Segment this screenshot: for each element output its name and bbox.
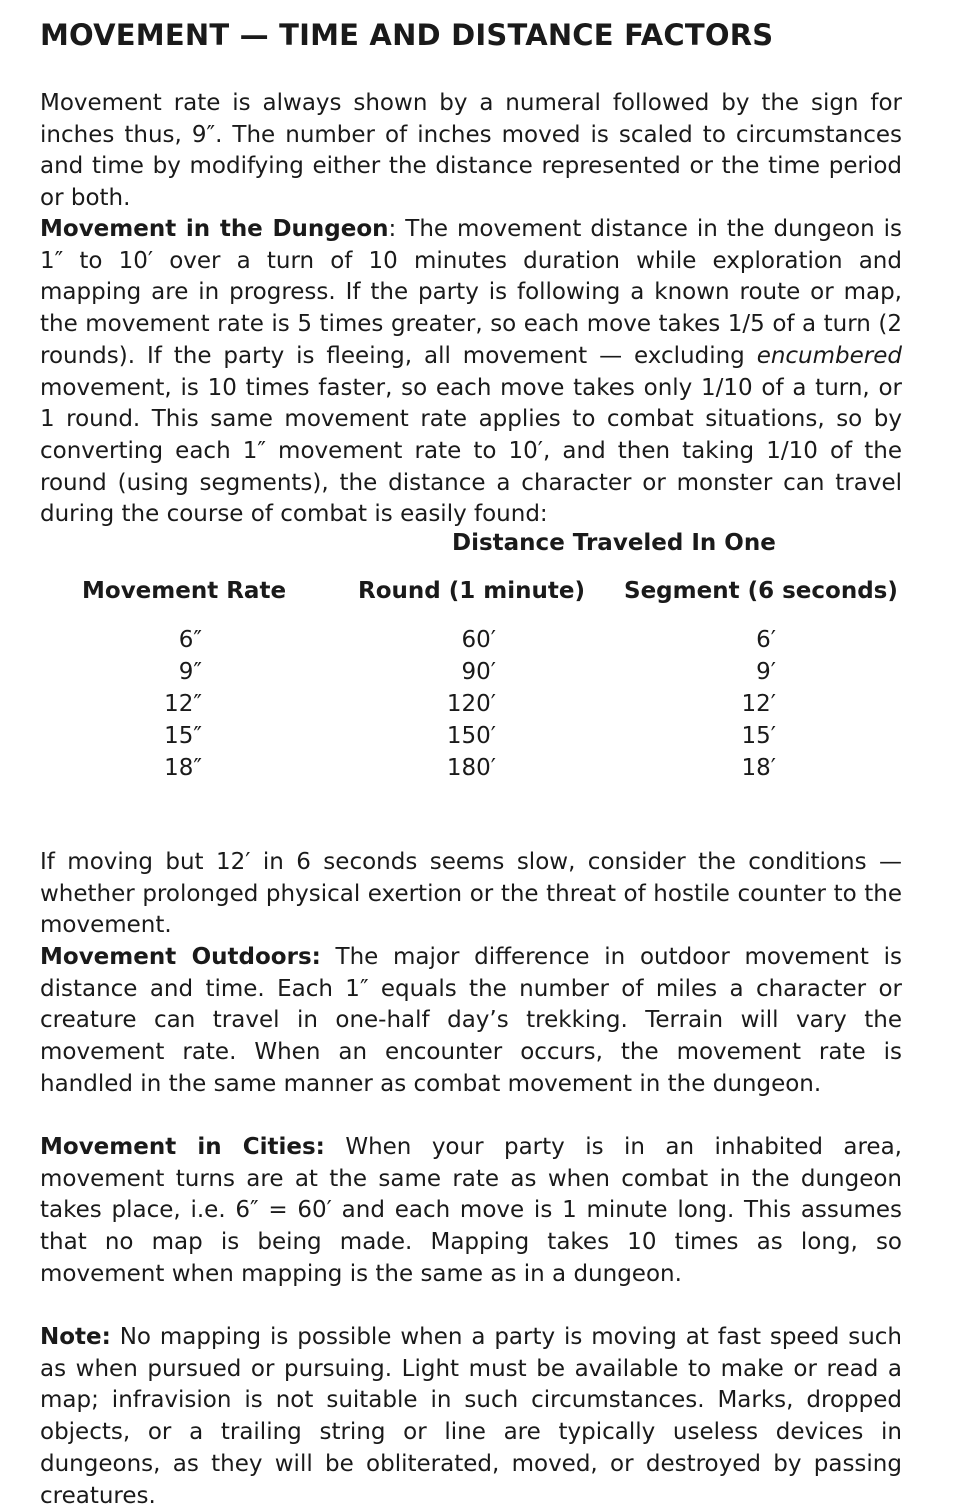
page-title: MOVEMENT — TIME AND DISTANCE FACTORS <box>40 18 774 52</box>
table-row <box>0 624 964 656</box>
table-row <box>0 752 964 784</box>
cities-paragraph <box>40 1132 902 1291</box>
outdoors-paragraph <box>40 942 902 1101</box>
dungeon-text-b: movement, is 10 times faster, so each move takes only 1/10 of a turn, or 1 round. This same movement rate applies to combat situations, so by converting each 1″ movement rate to 10′, and then taking 1/10 of the round (using segments), the distance a character or monster can travel during the course of combat is easily found: <box>40 374 902 528</box>
cell-rate: 12″ <box>164 691 202 717</box>
table-body <box>0 624 964 784</box>
table-row <box>0 656 964 688</box>
cell-rate: 18″ <box>164 755 202 781</box>
cities-text: When your party is in an inhabited area, movement turns are at the same rate as when combat in the dungeon takes place, i.e. 6″ = 60′ and each move is 1 minute long. This assumes that no map is being made. Mapping takes 10 times as long, so movement when mapping is the same as in a dungeon. <box>40 1134 902 1287</box>
cell-round: 90′ <box>461 659 496 685</box>
intro-paragraph: Movement rate is always shown by a numeral followed by the sign for inches thus, 9″. The number of inches moved is scaled to circumstances and time by modifying either the distance represented or the time period or both. <box>40 90 902 212</box>
note-text: No mapping is possible when a party is moving at fast speed such as when pursued or pursuing. Light must be available to make or read a map; infravision is not suitable in such circumstances. Marks, dropped objects, or a trailing string or line are typically useless devices in dungeons, as they will be obliterated, moved, or destroyed by passing creatures. <box>40 1324 902 1509</box>
note-heading: Note: <box>40 1324 111 1350</box>
dungeon-paragraph <box>40 214 902 531</box>
note-paragraph <box>40 1322 902 1512</box>
cities-heading: Movement in Cities: <box>40 1134 325 1160</box>
dungeon-heading: Movement in the Dungeon <box>40 216 389 242</box>
cell-segment: 9′ <box>756 659 776 685</box>
cell-segment: 12′ <box>741 691 776 717</box>
slow-note-paragraph: If moving but 12′ in 6 seconds seems slow, consider the conditions — whether prolonged physical exertion or the threat of hostile counter to the movement. <box>40 849 902 939</box>
header-movement-rate: Movement Rate <box>82 578 287 604</box>
cell-round: 150′ <box>446 723 496 749</box>
outdoors-text: The major difference in outdoor movement is distance and time. Each 1″ equals the number of miles a character or creature can travel in one-half day’s trekking. Terrain will vary the movement rate. When an encounter occurs, the movement rate is handled in the same manner as combat movement in the dungeon. <box>40 944 902 1097</box>
table-caption: Distance Traveled In One <box>452 530 776 556</box>
table-row <box>0 720 964 752</box>
table-row <box>0 688 964 720</box>
header-segment: Segment (6 seconds) <box>624 578 898 604</box>
cell-round: 120′ <box>446 691 496 717</box>
cell-segment: 15′ <box>741 723 776 749</box>
dungeon-text-a: : The movement distance in the dungeon is 1″ to 10′ over a turn of 10 minutes duration while exploration and mapping are in progress. If the party is following a known route or map, the movement rate is 5 times greater, so each move takes 1/5 of a turn (2 rounds). If the party is fleeing, all movement — excluding <box>40 216 902 369</box>
cell-rate: 15″ <box>164 723 202 749</box>
cell-segment: 6′ <box>756 627 776 653</box>
cell-round: 180′ <box>446 755 496 781</box>
cell-segment: 18′ <box>741 755 776 781</box>
dungeon-emphasis: encumbered <box>756 342 902 369</box>
header-round: Round (1 minute) <box>358 578 585 604</box>
cell-round: 60′ <box>461 627 496 653</box>
cell-rate: 9″ <box>178 659 202 685</box>
cell-rate: 6″ <box>178 627 202 653</box>
outdoors-heading: Movement Outdoors: <box>40 944 321 970</box>
